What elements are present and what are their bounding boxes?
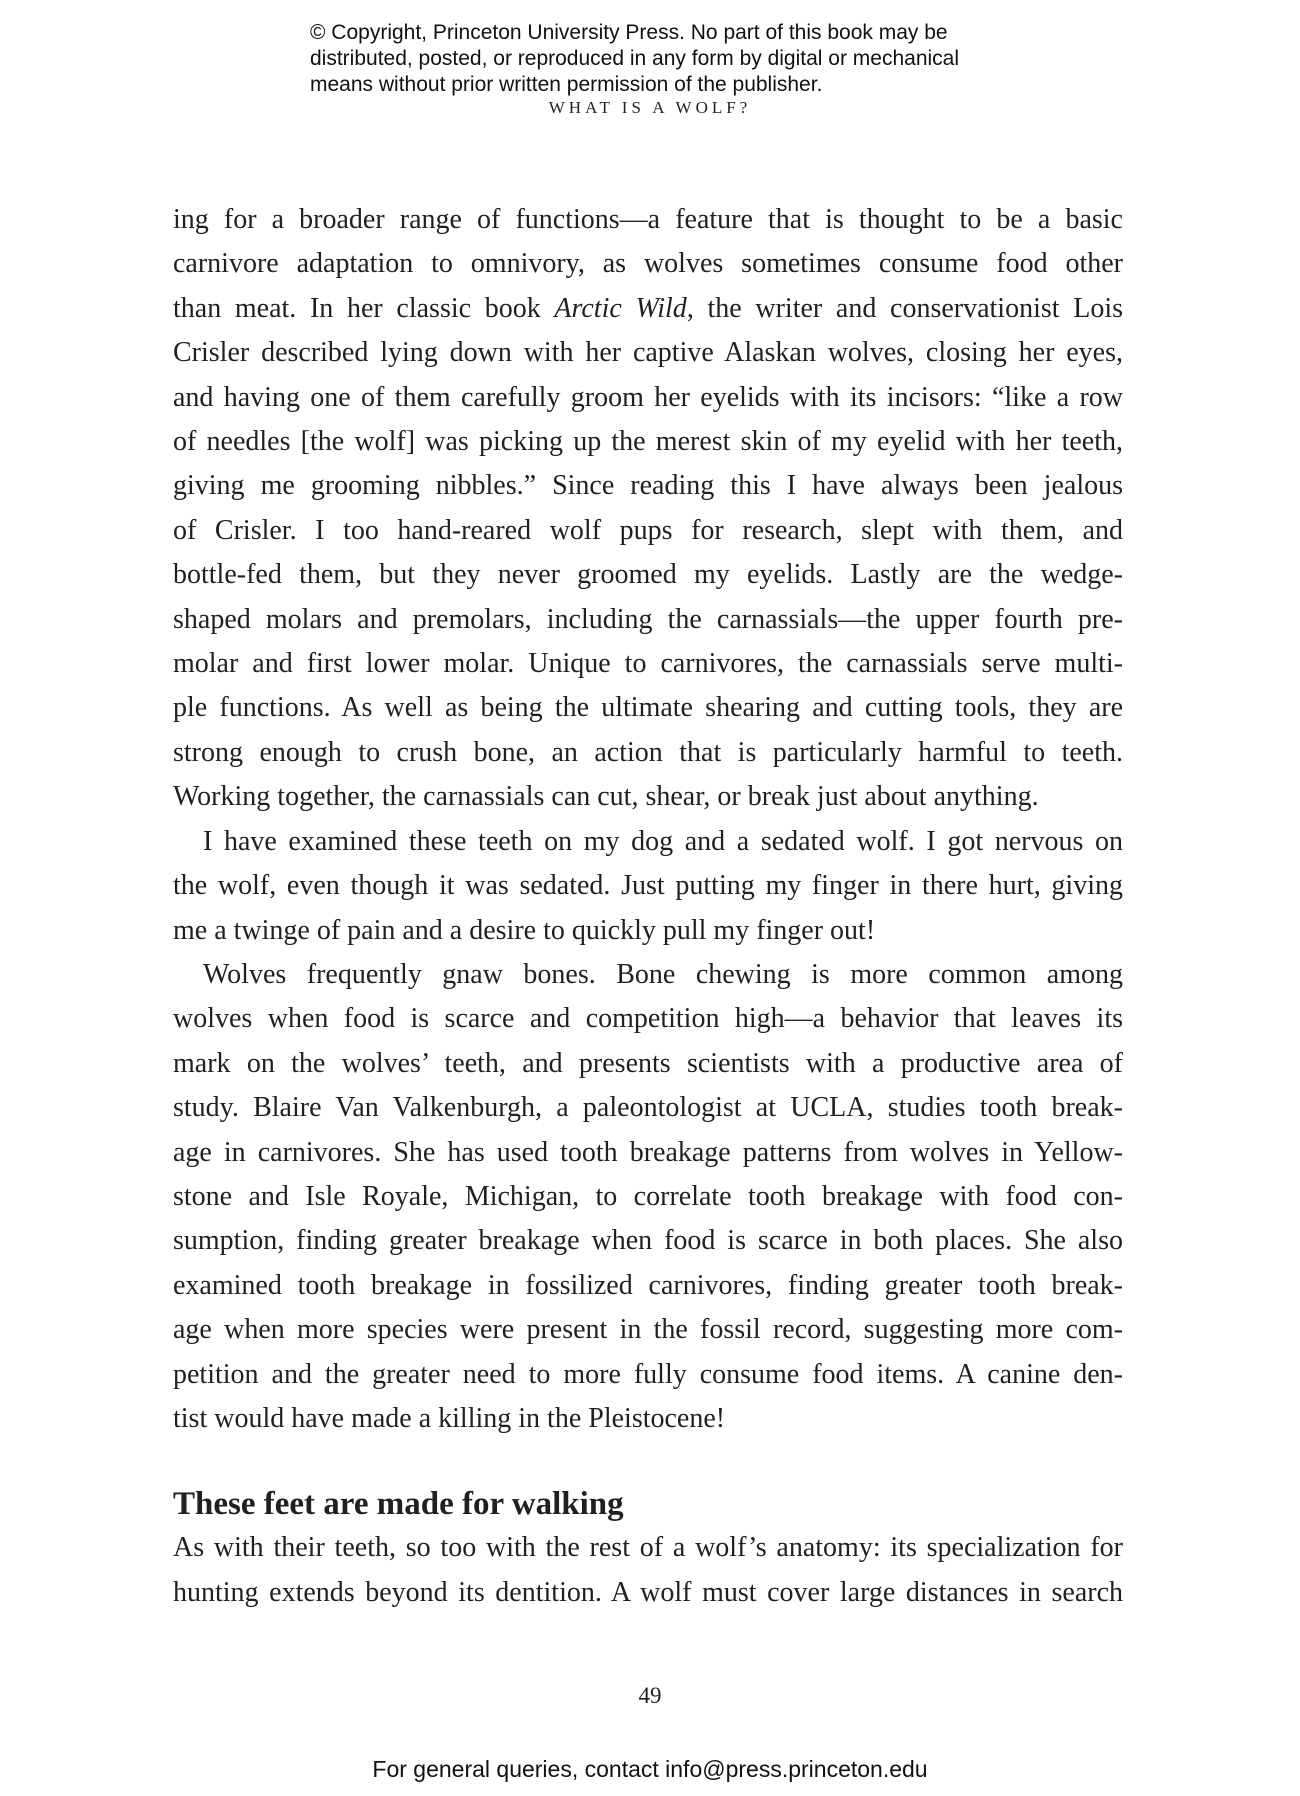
copyright-line: distributed, posted, or reproduced in any form by digital or mechanical	[310, 47, 960, 70]
text-line: of Crisler. I too hand-reared wolf pups for research, slept with them, and	[173, 514, 1123, 546]
page-number: 49	[638, 1683, 662, 1708]
paragraph	[173, 953, 1123, 1441]
text-line: and having one of them carefully groom her eyelids with its incisors: “like a row	[173, 381, 1123, 413]
paragraph	[173, 1526, 1123, 1615]
text-line: hunting extends beyond its dentition. A wolf must cover large distances in search	[173, 1576, 1123, 1608]
text-line: tist would have made a killing in the Pleistocene!	[173, 1402, 726, 1434]
text-line: ing for a broader range of functions—a feature that is thought to be a basic	[173, 204, 1123, 235]
text-line: the wolf, even though it was sedated. Just putting my finger in there hurt, giving	[173, 870, 1123, 902]
text-line: bottle-fed them, but they never groomed my eyelids. Lastly are the wedge-	[173, 559, 1123, 591]
paragraph	[173, 198, 1123, 820]
text-line: study. Blaire Van Valkenburgh, a paleontologist at UCLA, studies tooth break-	[173, 1092, 1123, 1124]
text-line: mark on the wolves’ teeth, and presents scientists with a productive area of	[173, 1047, 1123, 1079]
text-line: As with their teeth, so too with the rest of a wolf’s anatomy: its specialization for	[173, 1532, 1123, 1564]
text-line: age when more species were present in the fossil record, suggesting more com-	[173, 1314, 1123, 1346]
text-line: examined tooth breakage in fossilized carnivores, finding greater tooth break-	[173, 1269, 1123, 1301]
copyright-line: © Copyright, Princeton University Press. No part of this book may be	[310, 21, 948, 44]
text-line: carnivore adaptation to omnivory, as wolves sometimes consume food other	[173, 248, 1123, 280]
text-line: Wolves frequently gnaw bones. Bone chewing is more common among	[203, 958, 1123, 990]
paragraph	[173, 820, 1123, 953]
text-span: , the writer and conservationist Lois	[686, 292, 1123, 324]
book-title: Arctic Wild	[554, 292, 687, 324]
copyright-notice	[310, 20, 1010, 98]
text-line: petition and the greater need to more fully consume food items. A canine den-	[173, 1358, 1123, 1390]
text-line: molar and first lower molar. Unique to carnivores, the carnassials serve multi-	[173, 648, 1123, 680]
text-line: sumption, finding greater breakage when food is scarce in both places. She also	[173, 1225, 1123, 1257]
text-line: Crisler described lying down with her captive Alaskan wolves, closing her eyes,	[173, 337, 1123, 369]
text-line: of needles [the wolf] was picking up the merest skin of my eyelid with her teeth,	[173, 426, 1123, 458]
text-line: giving me grooming nibbles.” Since reading this I have always been jealous	[173, 470, 1123, 502]
text-line: stone and Isle Royale, Michigan, to correlate tooth breakage with food con-	[173, 1180, 1123, 1212]
text-line: I have examined these teeth on my dog and a sedated wolf. I got nervous on	[203, 825, 1123, 857]
running-head: WHAT IS A WOLF?	[548, 98, 752, 117]
text-line: me a twinge of pain and a desire to quickly pull my finger out!	[173, 914, 876, 946]
text-line: age in carnivores. She has used tooth breakage patterns from wolves in Yellow-	[173, 1136, 1123, 1168]
contact-footer: For general queries, contact info@press.princeton.edu	[372, 1756, 928, 1782]
body-text	[173, 198, 1123, 1615]
text-line: ple functions. As well as being the ultimate shearing and cutting tools, they are	[173, 692, 1123, 724]
text-line: wolves when food is scarce and competition high—a behavior that leaves its	[173, 1003, 1123, 1035]
copyright-line: means without prior written permission of the publisher.	[310, 73, 823, 96]
text-line: Working together, the carnassials can cut, shear, or break just about anything.	[173, 781, 1039, 813]
section-heading: These feet are made for walking	[173, 1486, 624, 1523]
text-line	[173, 287, 1123, 331]
text-line: strong enough to crush bone, an action that is particularly harmful to teeth.	[173, 736, 1123, 768]
text-span: than meat. In her classic book	[173, 292, 555, 324]
text-line: shaped molars and premolars, including the carnassials—the upper fourth pre-	[173, 603, 1123, 635]
